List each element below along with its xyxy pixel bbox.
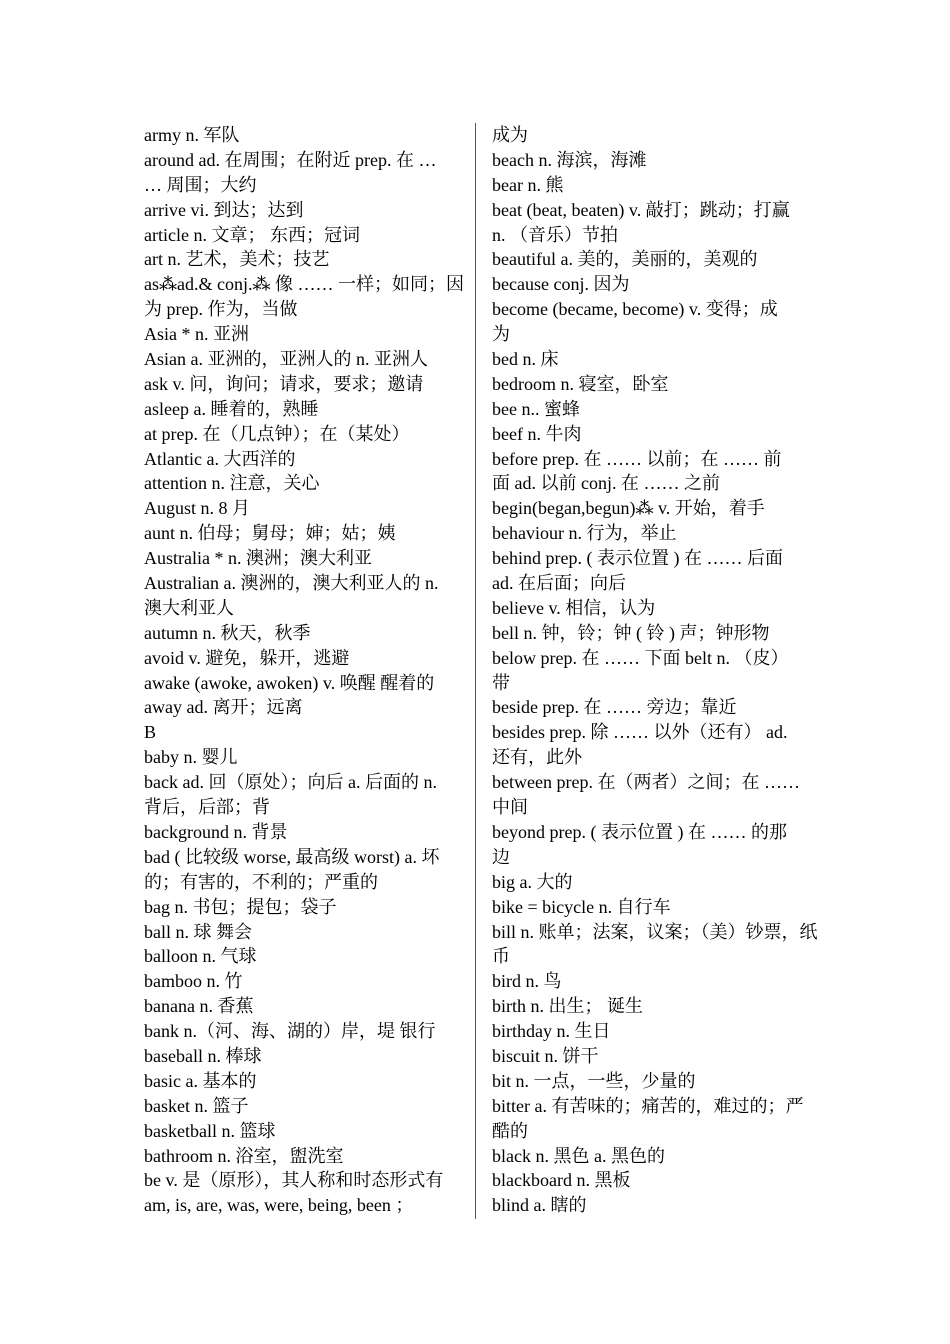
vocab-line: 的；有害的，不利的；严重的 — [144, 871, 378, 892]
vocab-line: away ad. 离开；远离 — [144, 697, 303, 718]
vocab-line: n. （音乐）节拍 — [492, 224, 618, 245]
vocab-line: bee n.. 蜜蜂 — [492, 398, 580, 419]
vocab-line: black n. 黑色 a. 黑色的 — [492, 1145, 665, 1166]
vocab-line: beach n. 海滨，海滩 — [492, 149, 647, 170]
vocab-line: 带 — [492, 672, 510, 693]
vocab-line: beat (beat, beaten) v. 敲打；跳动；打赢 — [492, 199, 790, 220]
vocab-line: blind a. 瞎的 — [492, 1195, 587, 1216]
column-divider — [475, 123, 476, 1219]
vocab-line: 为 — [492, 324, 510, 345]
vocab-line: August n. 8 月 — [144, 498, 251, 519]
vocab-line: begin(began,begun)⁂ v. 开始，着手 — [492, 498, 765, 519]
vocab-line: be v. 是（原形），其人称和时态形式有 — [144, 1170, 444, 1191]
vocab-line: blackboard n. 黑板 — [492, 1170, 631, 1191]
vocab-line: because conj. 因为 — [492, 274, 630, 295]
vocab-line: back ad. 回（原处）；向后 a. 后面的 n. — [144, 772, 437, 793]
vocab-line: around ad. 在周围；在附近 prep. 在 … — [144, 149, 437, 170]
vocab-line: Australian a. 澳洲的，澳大利亚人的 n. — [144, 573, 439, 594]
vocab-line: … 周围；大约 — [144, 174, 257, 195]
vocab-line: bitter a. 有苦味的；痛苦的，难过的；严 — [492, 1095, 804, 1116]
vocab-line: beautiful a. 美的，美丽的，美观的 — [492, 249, 758, 270]
vocab-line: balloon n. 气球 — [144, 946, 257, 967]
vocab-line: 为 prep. 作为，当做 — [144, 299, 298, 320]
vocab-line: bathroom n. 浴室，盥洗室 — [144, 1145, 344, 1166]
vocab-line: bit n. 一点，一些，少量的 — [492, 1070, 696, 1091]
vocab-line: behaviour n. 行为，举止 — [492, 523, 677, 544]
vocab-line: baseball n. 棒球 — [144, 1045, 262, 1066]
vocab-line: beyond prep. ( 表示位置 ) 在 …… 的那 — [492, 821, 787, 842]
vocab-line: avoid v. 避免，躲开，逃避 — [144, 647, 350, 668]
vocab-line: basic a. 基本的 — [144, 1070, 257, 1091]
vocab-line: 成为 — [492, 125, 528, 145]
vocab-line: beside prep. 在 …… 旁边；靠近 — [492, 697, 737, 718]
vocab-line: bird n. 鸟 — [492, 971, 562, 992]
vocab-line: as⁂ad.& conj.⁂ 像 …… 一样；如同；因 — [144, 274, 464, 295]
vocab-line: birthday n. 生日 — [492, 1021, 611, 1042]
vocab-line: army n. 军队 — [144, 125, 240, 145]
vocab-line: believe v. 相信，认为 — [492, 597, 656, 618]
vocab-line: below prep. 在 …… 下面 belt n. （皮） — [492, 647, 789, 668]
vocab-line: bad ( 比较级 worse, 最高级 worst) a. 坏 — [144, 846, 440, 867]
vocab-line: arrive vi. 到达；达到 — [144, 199, 304, 220]
vocab-line: awake (awoke, awoken) v. 唤醒 醒着的 — [144, 672, 435, 693]
vocab-line: beef n. 牛肉 — [492, 423, 582, 444]
vocab-line: basketball n. 篮球 — [144, 1120, 276, 1141]
vocab-line: art n. 艺术，美术；技艺 — [144, 249, 330, 270]
vocab-line: Atlantic a. 大西洋的 — [144, 448, 296, 469]
vocab-line: ask v. 问，询问；请求，要求；邀请 — [144, 373, 424, 394]
vocab-line: 面 ad. 以前 conj. 在 …… 之前 — [492, 473, 720, 494]
vocab-line: bamboo n. 竹 — [144, 971, 243, 992]
vocab-line: Asian a. 亚洲的，亚洲人的 n. 亚洲人 — [144, 349, 428, 370]
vocab-line: ball n. 球 舞会 — [144, 921, 252, 942]
vocab-line: 中间 — [492, 797, 528, 818]
vocab-line: birth n. 出生； 诞生 — [492, 996, 643, 1017]
vocab-line: bank n.（河、海、湖的）岸，堤 银行 — [144, 1021, 436, 1042]
vocab-line: bike = bicycle n. 自行车 — [492, 896, 671, 917]
vocab-line: ad. 在后面；向后 — [492, 573, 626, 594]
vocab-line: am, is, are, was, were, being, been ； — [144, 1195, 414, 1216]
vocab-line: autumn n. 秋天，秋季 — [144, 622, 311, 643]
vocab-line: 背后，后部；背 — [144, 797, 270, 818]
vocab-line: bedroom n. 寝室，卧室 — [492, 373, 669, 394]
vocab-line: asleep a. 睡着的，熟睡 — [144, 398, 319, 419]
vocab-line: baby n. 婴儿 — [144, 747, 238, 768]
vocab-line: Asia * n. 亚洲 — [144, 324, 249, 345]
vocab-line: article n. 文章； 东西；冠词 — [144, 224, 360, 245]
vocab-line: between prep. 在（两者）之间；在 …… — [492, 772, 800, 793]
vocab-line: 酷的 — [492, 1120, 528, 1141]
vocab-line: B — [144, 722, 157, 743]
vocab-line: attention n. 注意，关心 — [144, 473, 320, 494]
vocab-line: before prep. 在 …… 以前；在 …… 前 — [492, 448, 782, 469]
vocab-line: banana n. 香蕉 — [144, 996, 254, 1017]
vocab-line: 币 — [492, 946, 510, 967]
vocab-line: bell n. 钟，铃；钟 ( 铃 ) 声；钟形物 — [492, 622, 770, 643]
vocab-line: behind prep. ( 表示位置 ) 在 …… 后面 — [492, 548, 783, 569]
vocab-line: 还有，此外 — [492, 747, 582, 768]
vocab-line: at prep. 在（几点钟）；在（某处） — [144, 423, 410, 444]
vocab-line: biscuit n. 饼干 — [492, 1045, 599, 1066]
vocab-line: bill n. 账单；法案，议案；（美）钞票，纸 — [492, 921, 818, 942]
vocab-line: 边 — [492, 846, 510, 867]
vocab-line: basket n. 篮子 — [144, 1095, 249, 1116]
vocab-line: aunt n. 伯母；舅母；婶；姑；姨 — [144, 523, 396, 544]
vocab-line: big a. 大的 — [492, 871, 573, 892]
right-column — [492, 123, 818, 1218]
left-column — [144, 123, 462, 1218]
vocab-line: 澳大利亚人 — [144, 597, 234, 618]
vocab-line: Australia * n. 澳洲；澳大利亚 — [144, 548, 372, 569]
vocab-line: become (became, become) v. 变得；成 — [492, 299, 778, 320]
vocab-line: background n. 背景 — [144, 821, 288, 842]
vocab-line: besides prep. 除 …… 以外（还有） ad. — [492, 722, 788, 743]
vocab-line: bed n. 床 — [492, 349, 559, 370]
vocab-line: bag n. 书包；提包；袋子 — [144, 896, 337, 917]
vocab-line: bear n. 熊 — [492, 174, 564, 195]
